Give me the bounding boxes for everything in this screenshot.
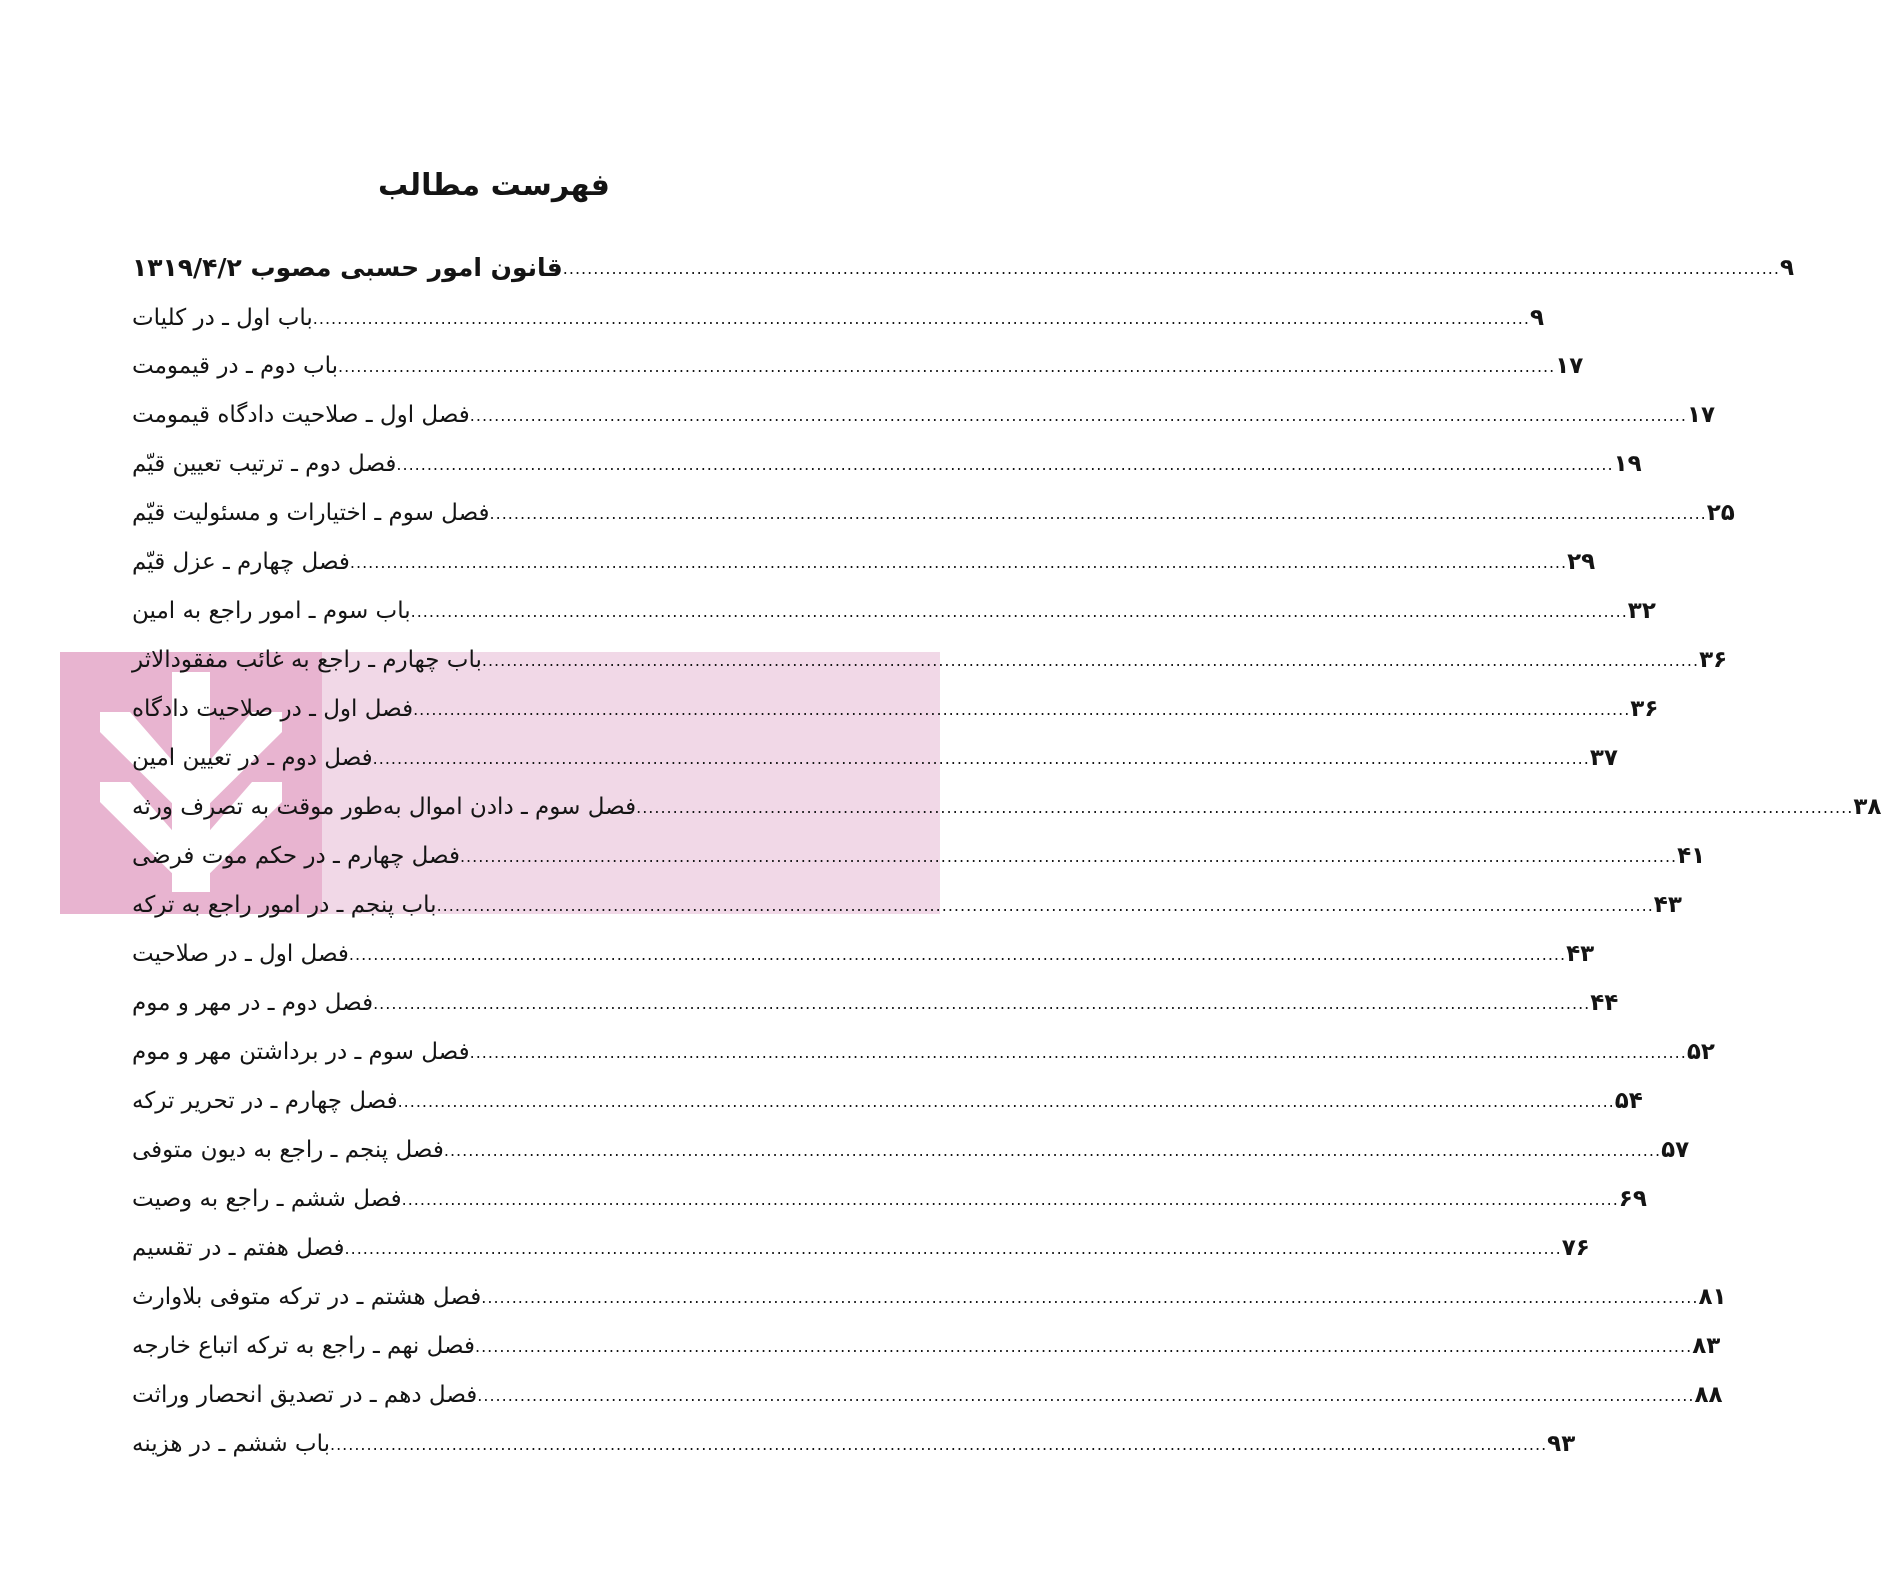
toc-entry-label: فصل هفتم ـ در تقسیم: [132, 1235, 345, 1261]
toc-entry: [128, 686, 1659, 726]
toc-leader-dots: ........................................................................................................................................................................................................: [481, 651, 1700, 670]
toc-entry-page: ۹: [1529, 305, 1544, 331]
toc-entry-label: فصل چهارم ـ در تحریر ترکه: [132, 1088, 398, 1114]
toc-entry: [128, 882, 1682, 922]
toc-entry-label: باب دوم ـ در قیمومت: [132, 353, 339, 379]
toc-leader-dots: ........................................................................................................................................................................................................: [373, 994, 1591, 1013]
toc-leader-dots: ........................................................................................................................................................................................................: [401, 1190, 1619, 1209]
toc-entry-label: فصل دوم ـ در تعیین امین: [132, 745, 373, 771]
toc-entry: [128, 1176, 1647, 1216]
toc-entry-page: ۲۹: [1567, 549, 1596, 575]
toc-entry-page: ۳۸: [1853, 794, 1882, 820]
toc-entry: [128, 1029, 1715, 1069]
toc-entry-page: ۱۹: [1613, 451, 1642, 477]
toc-leader-dots: ........................................................................................................................................................................................................: [413, 700, 1631, 719]
toc-leader-dots: ........................................................................................................................................................................................................: [338, 357, 1556, 376]
toc-entry: [128, 295, 1544, 335]
toc-entry-label: فصل سوم ـ در برداشتن مهر و موم: [132, 1039, 470, 1065]
toc-entry-label: باب اول ـ در کلیات: [132, 305, 313, 331]
toc-leader-dots: ........................................................................................................................................................................................................: [348, 945, 1567, 964]
toc-entry: [128, 735, 1618, 775]
toc-entry-page: ۶۹: [1618, 1186, 1647, 1212]
toc-leader-dots: ........................................................................................................................................................................................................: [459, 847, 1678, 866]
toc-entry-label: فصل اول ـ در صلاحیت دادگاه: [132, 696, 414, 722]
toc-entry-page: ۵۲: [1686, 1039, 1715, 1065]
toc-entry-page: ۵۷: [1661, 1137, 1690, 1163]
toc-leader-dots: ........................................................................................................................................................................................................: [349, 553, 1568, 572]
toc-leader-dots: ........................................................................................................................................................................................................: [312, 309, 1530, 328]
toc-entry: [128, 1274, 1727, 1314]
toc-entry-label: فصل اول ـ در صلاحیت: [132, 941, 349, 967]
toc-leader-dots: ........................................................................................................................................................................................................: [562, 259, 1780, 278]
toc-entry: [128, 392, 1716, 432]
toc-entry: [128, 1323, 1721, 1363]
toc-entry-label: فصل دهم ـ در تصدیق انحصار وراثت: [132, 1382, 478, 1408]
toc-entry-label: فصل چهارم ـ عزل قیّم: [132, 549, 350, 575]
toc-entry-page: ۸۱: [1698, 1284, 1727, 1310]
toc-entry-page: ۲۵: [1706, 500, 1735, 526]
toc-leader-dots: ........................................................................................................................................................................................................: [489, 504, 1707, 523]
toc-leader-dots: ........................................................................................................................................................................................................: [469, 1043, 1687, 1062]
toc-entry-page: ۳۲: [1627, 598, 1656, 624]
toc-entry: [128, 441, 1642, 481]
toc-leader-dots: ........................................................................................................................................................................................................: [481, 1288, 1699, 1307]
toc-entry: [128, 588, 1656, 628]
toc-entry: [128, 1127, 1690, 1167]
toc-entry-page: ۸۳: [1692, 1333, 1721, 1359]
toc-entry-label: فصل ششم ـ راجع به وصیت: [132, 1186, 402, 1212]
toc-leader-dots: ........................................................................................................................................................................................................: [344, 1239, 1562, 1258]
toc-entry-page: ۳۷: [1589, 745, 1618, 771]
toc-entry-label: فصل هشتم ـ در ترکه متوفی بلاوارث: [132, 1284, 482, 1310]
toc-entry-label: باب سوم ـ امور راجع به امین: [132, 598, 411, 624]
toc-entry: [128, 833, 1706, 873]
toc-entry-label: باب ششم ـ در هزینه: [132, 1431, 330, 1457]
toc-entry-label: فصل پنجم ـ راجع به دیون متوفی: [132, 1137, 444, 1163]
toc-entry-page: ۴۴: [1590, 990, 1619, 1016]
toc-entry-label: باب چهارم ـ راجع به غائب مفقودالاثر: [132, 647, 482, 673]
toc-entry-page: ۵۴: [1614, 1088, 1643, 1114]
toc-leader-dots: ........................................................................................................................................................................................................: [372, 749, 1590, 768]
toc-entry: [128, 1225, 1590, 1265]
page-title: فهرست مطالب: [378, 168, 610, 203]
toc-entry-label: فصل چهارم ـ در حکم موت فرضی: [132, 843, 460, 869]
toc-entry: [128, 1078, 1643, 1118]
toc-entry-label: قانون امور حسبی مصوب ۱۳۱۹/۴/۲: [132, 253, 563, 282]
toc-entry-page: ۱۷: [1686, 402, 1716, 428]
toc-entry-label: فصل دوم ـ در مهر و موم: [132, 990, 374, 1016]
toc-entry: [128, 1372, 1723, 1412]
toc-entry-label: فصل اول ـ صلاحیت دادگاه قیمومت: [132, 402, 470, 428]
toc-entry-page: ۷۶: [1561, 1235, 1590, 1261]
toc-entry-label: فصل نهم ـ راجع به ترکه اتباع خارجه: [132, 1333, 475, 1359]
toc-entry: [128, 1421, 1576, 1461]
toc-leader-dots: ........................................................................................................................................................................................................: [410, 602, 1628, 621]
toc-leader-dots: ........................................................................................................................................................................................................: [636, 798, 1854, 817]
toc-entry: [128, 980, 1619, 1020]
toc-entry: [128, 931, 1595, 971]
toc-entry-page: ۳۶: [1630, 696, 1659, 722]
toc-entry: [128, 637, 1728, 677]
toc-entry-page: ۸۸: [1694, 1382, 1723, 1408]
toc-leader-dots: ........................................................................................................................................................................................................: [396, 455, 1614, 474]
toc-leader-dots: ........................................................................................................................................................................................................: [329, 1435, 1548, 1454]
toc-leader-dots: ........................................................................................................................................................................................................: [397, 1092, 1615, 1111]
toc-entry-label: فصل سوم ـ دادن اموال به‌طور موقت به تصرف ورثه: [132, 794, 637, 820]
toc-entry-page: ۳۶: [1699, 647, 1728, 673]
toc-entry: [128, 245, 1795, 285]
toc-leader-dots: ........................................................................................................................................................................................................: [443, 1141, 1662, 1160]
toc-entry-label: فصل دوم ـ ترتیب تعیین قیّم: [132, 451, 397, 477]
toc-leader-dots: ........................................................................................................................................................................................................: [475, 1337, 1693, 1356]
toc-entry-label: باب پنجم ـ در امور راجع به ترکه: [132, 892, 437, 918]
toc-leader-dots: ........................................................................................................................................................................................................: [436, 896, 1654, 915]
toc-entry-page: ۹: [1779, 255, 1795, 281]
toc-entry-page: ۹۳: [1547, 1431, 1576, 1457]
toc-entry-page: ۴۱: [1677, 843, 1706, 869]
toc-entry: [128, 539, 1596, 579]
toc-entry: [128, 490, 1735, 530]
toc-entry-page: ۱۷: [1555, 353, 1584, 379]
toc-leader-dots: ........................................................................................................................................................................................................: [469, 406, 1687, 425]
toc-leader-dots: ........................................................................................................................................................................................................: [477, 1386, 1695, 1405]
toc-entry: [128, 784, 1882, 824]
toc-entry-page: ۴۳: [1566, 941, 1595, 967]
toc-entry: [128, 343, 1584, 383]
toc-entry-label: فصل سوم ـ اختیارات و مسئولیت قیّم: [132, 500, 490, 526]
toc-entry-page: ۴۳: [1653, 892, 1682, 918]
